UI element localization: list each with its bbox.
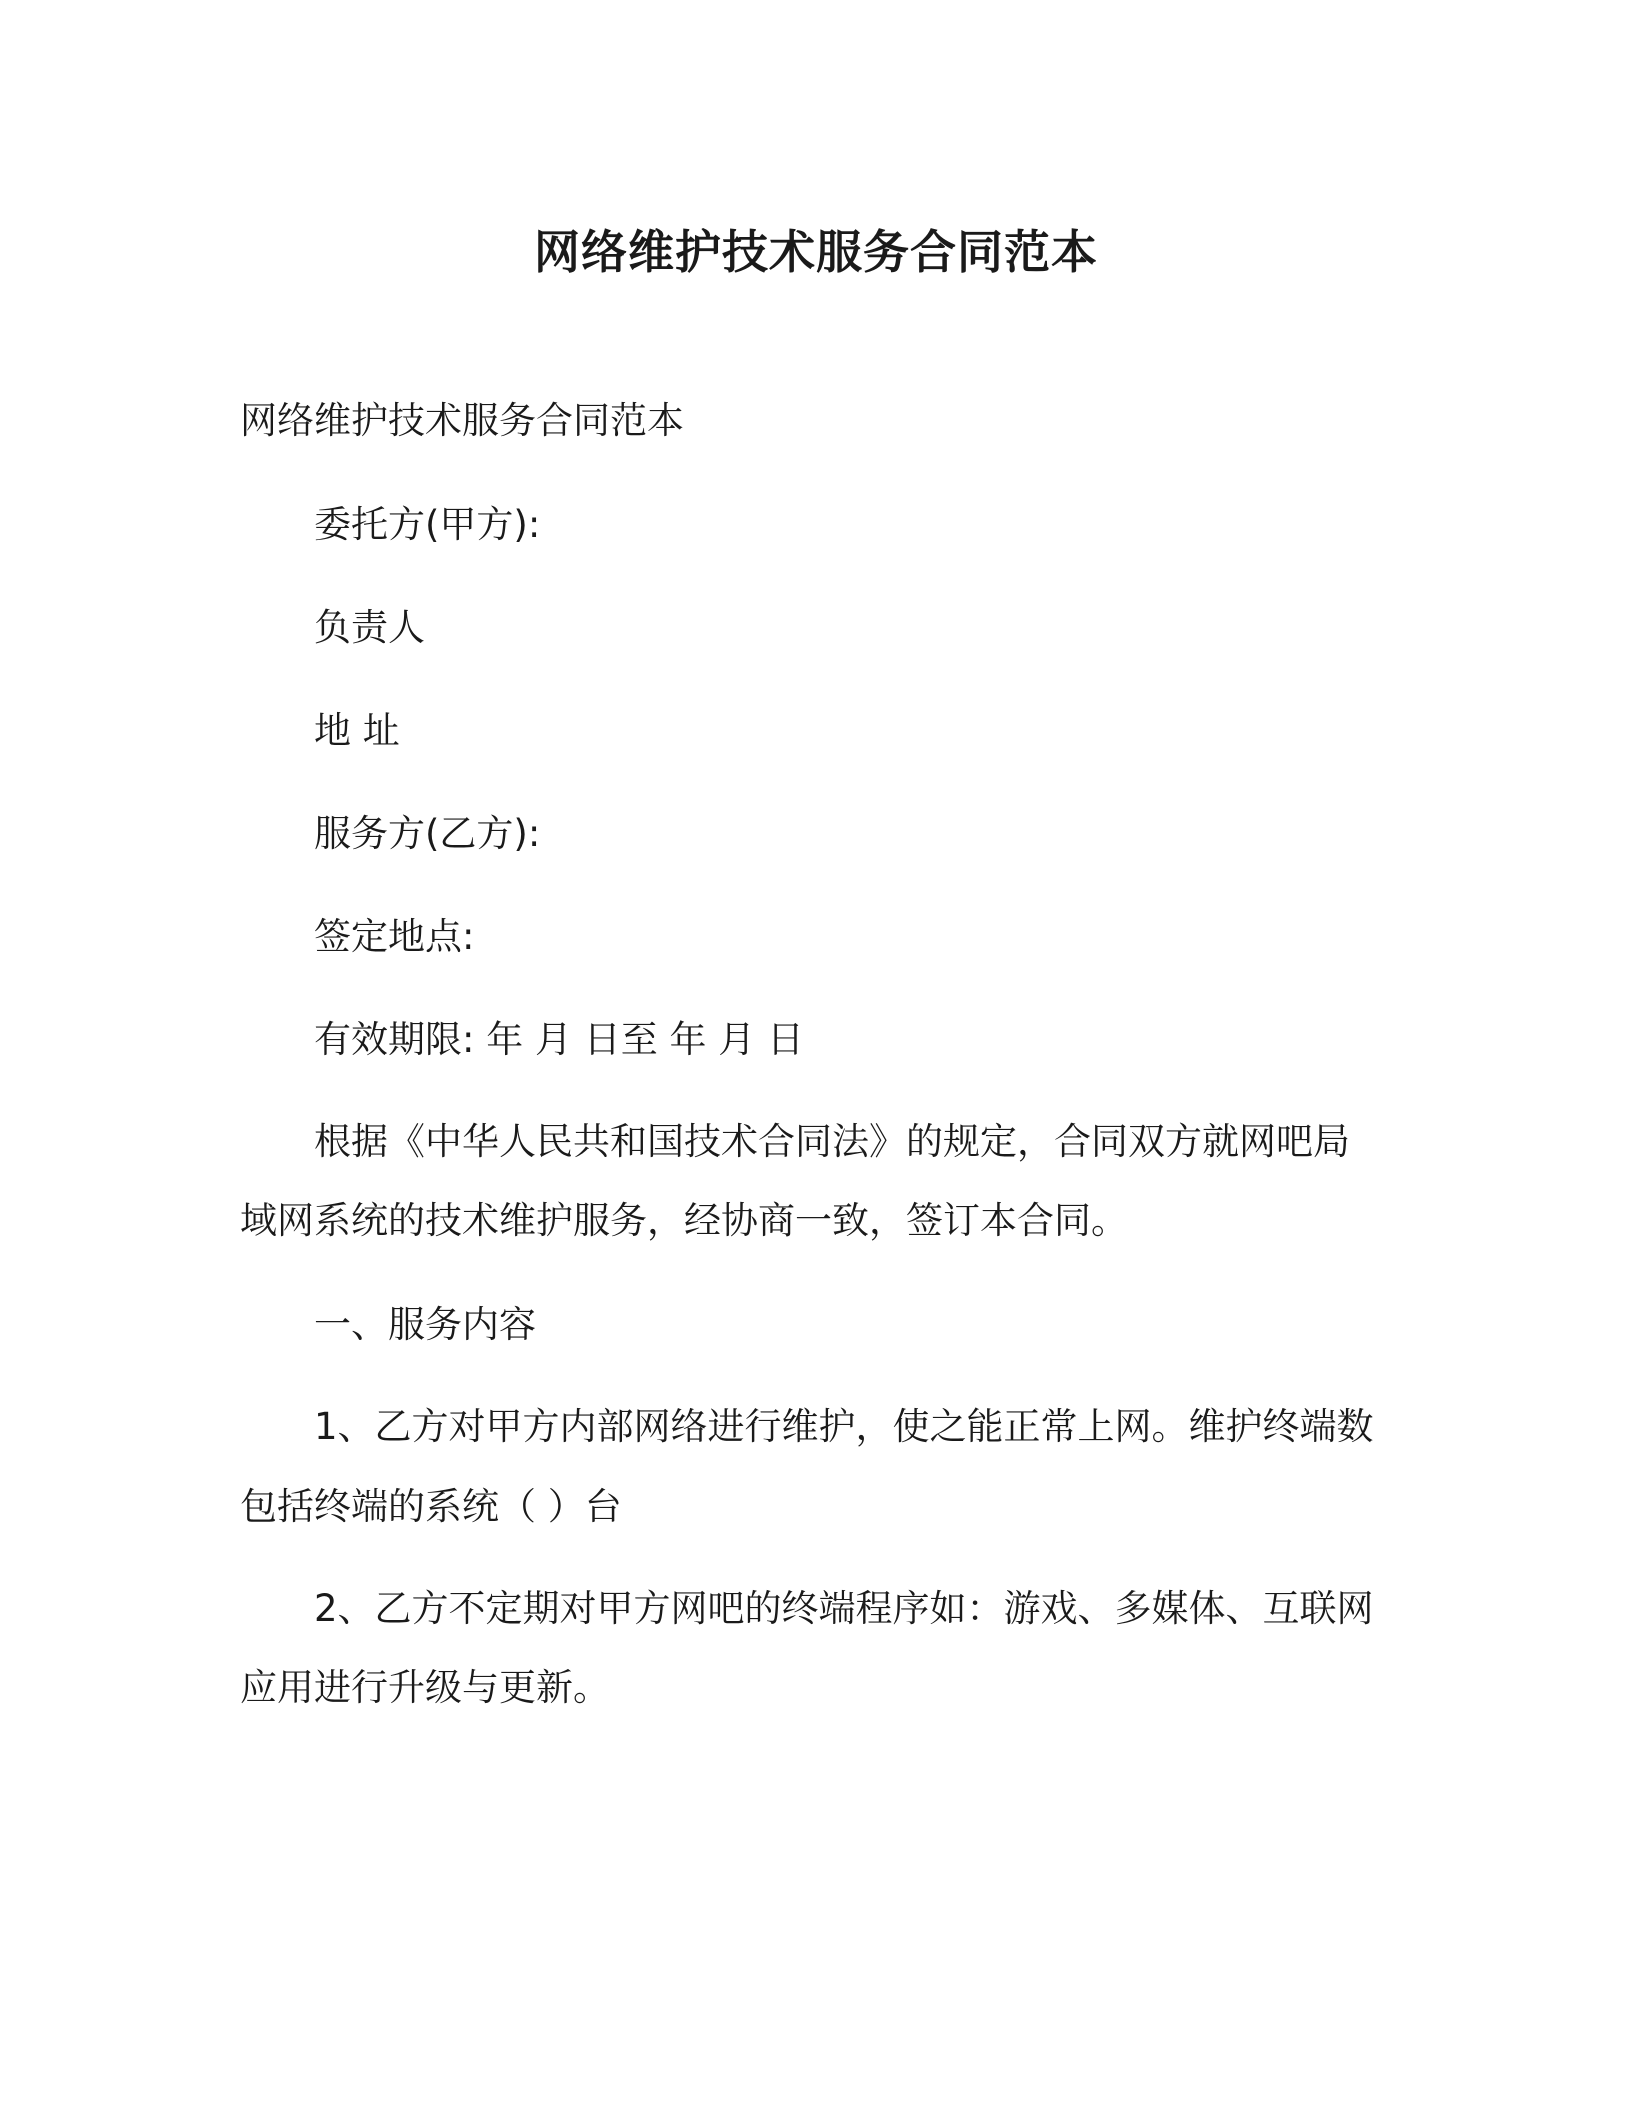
- item-1-line-1: 1、乙方对甲方内部网络进行维护，使之能正常上网。维护终端数: [314, 1405, 1374, 1448]
- signing-place-field: 签定地点:: [314, 915, 475, 958]
- party-b-field: 服务方(乙方):: [314, 812, 541, 855]
- document-subtitle: 网络维护技术服务合同范本: [240, 399, 684, 442]
- party-a-field: 委托方(甲方):: [314, 503, 541, 546]
- section-1-heading: 一、服务内容: [314, 1303, 536, 1346]
- preamble-line-1: 根据《中华人民共和国技术合同法》的规定，合同双方就网吧局: [314, 1120, 1350, 1163]
- preamble-line-2: 域网系统的技术维护服务，经协商一致，签订本合同。: [240, 1199, 1128, 1242]
- responsible-person-field: 负责人: [314, 606, 425, 649]
- validity-period-field: 有效期限: 年 月 日至 年 月 日: [314, 1018, 805, 1061]
- address-field: 地 址: [314, 709, 400, 752]
- item-1-line-2: 包括终端的系统（ ）台: [240, 1485, 622, 1528]
- document-title: 网络维护技术服务合同范本: [534, 225, 1098, 279]
- item-2-line-1: 2、乙方不定期对甲方网吧的终端程序如：游戏、多媒体、互联网: [314, 1587, 1374, 1630]
- item-2-line-2: 应用进行升级与更新。: [240, 1666, 610, 1709]
